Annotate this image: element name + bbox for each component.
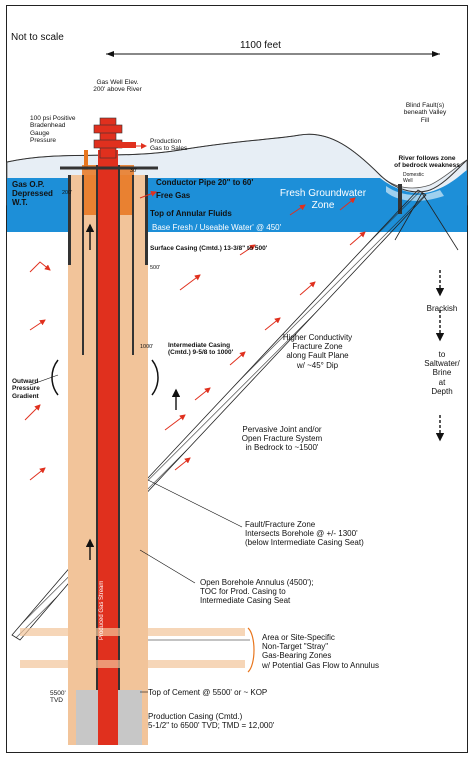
scale-note: Not to scale [11,32,64,43]
base-fresh-water-label: Base Fresh / Useable Water' @ 450' [152,223,282,232]
conductor-pipe-label: Conductor Pipe 20" to 60' [156,178,254,187]
stray-gas-zone [20,628,245,636]
surface-casing-label: Surface Casing (Cmtd.) 13-3/8" to 500' [150,245,268,252]
depth-200: 200' [62,190,73,196]
gas-well-elevation: Gas Well Elev. 200' above River [93,79,142,94]
distance-label: 1100 feet [240,40,281,51]
produced-gas-stream-label: Produced Gas Stream [99,580,105,640]
depth-500: 500' [150,265,161,271]
free-gas-label: Free Gas [156,191,191,200]
intermediate-casing-label: Intermediate Casing (Cmtd.) 9-5/8 to 1000' [168,342,234,357]
higher-conductivity-label: Higher Conductivity Fracture Zone along Fault Plane w/ ~45° Dip [282,333,353,370]
depth-30: 30' [130,168,138,174]
annular-fluids-label: Top of Annular Fluids [150,209,232,218]
production-gas-label: Production Gas to Sales [150,138,188,153]
brackish-label: Brackish [426,304,458,313]
saltwater-label: to Saltwater/ Brine at Depth [424,350,460,396]
stray-gas-label: Area or Site-Specific Non-Target "Stray" Gas-Bearing Zones w/ Potential Gas Flow to Annulus [262,633,379,670]
depth-1000: 1000' [140,344,154,350]
open-borehole-label: Open Borehole Annulus (4500'); TOC for Prod. Casing to Intermediate Casing Seat [200,578,314,606]
tvd-label: 5500' TVD [50,690,66,705]
fresh-groundwater-label: Fresh Groundwater Zone [279,188,367,211]
top-cement-label: Top of Cement @ 5500' or ~ KOP [148,688,268,697]
blind-fault-label: Blind Fault(s) beneath Valley Fill [403,102,447,124]
domestic-well-label: Domestic Well [403,172,424,184]
scale-bar [106,51,440,57]
production-string [98,150,118,745]
production-casing-label: Production Casing (Cmtd.) 5-1/2" to 6500' TVD; TMD = 12,000' [148,712,275,731]
fault-fracture-label: Fault/Fracture Zone Intersects Borehole @ +/- 1300' (below Intermediate Casing Seat) [245,520,364,548]
bradenhead-pressure: 100 psi Positive Bradenhead Gauge Pressure [30,115,76,145]
river-note: River follows zone of bedrock weakness [394,155,460,170]
outward-pressure-label: Outward Pressure Gradient [12,378,40,400]
gas-op-label: Gas O.P. Depressed W.T. [12,180,53,208]
pervasive-joint-label: Pervasive Joint and/or Open Fracture System in Bedrock to ~1500' [241,425,323,453]
